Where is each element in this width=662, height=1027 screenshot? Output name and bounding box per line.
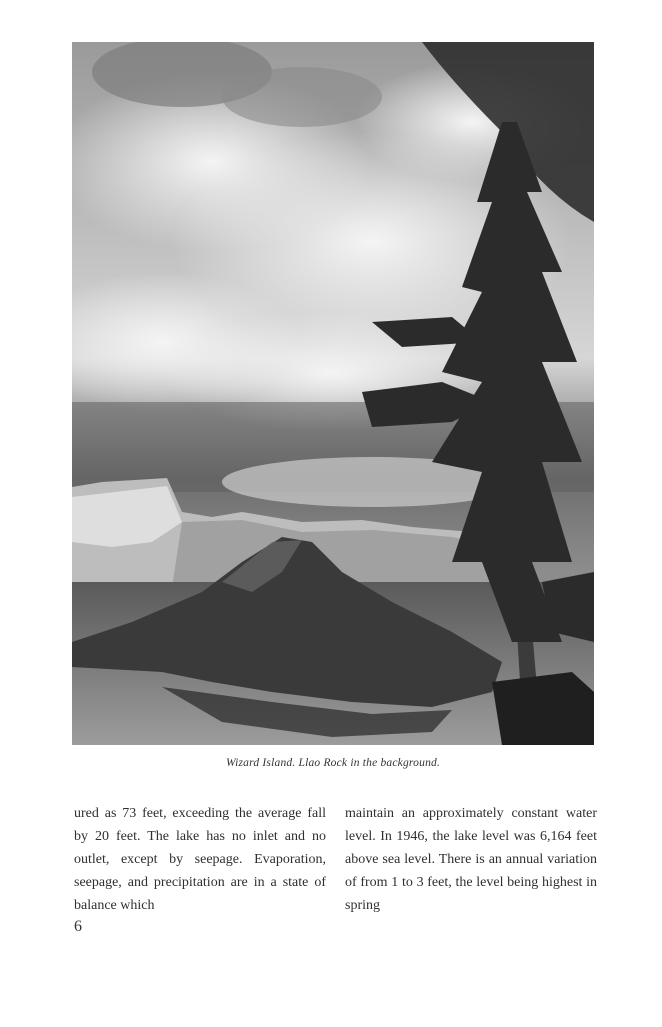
body-paragraph-left: ured as 73 feet, exceeding the average fall by 20 feet. The lake has no inlet and no outlet, except by seepage. Evaporation, seepage, and precipitation are in a state of balance which — [74, 806, 326, 913]
body-paragraph-right: maintain an approximately constant water level. In 1946, the lake level was 6,164 feet above sea level. There is an annual variation of from 1 to 3 feet, the level being highest in spring — [345, 806, 597, 913]
wizard-island-photo-drawing — [72, 42, 594, 745]
photo-caption: Wizard Island. Llao Rock in the background. — [225, 757, 441, 769]
page-number: 6 — [74, 918, 82, 935]
body-column-right — [345, 802, 597, 917]
body-column-left — [74, 802, 326, 917]
wizard-island-photo — [72, 42, 594, 745]
